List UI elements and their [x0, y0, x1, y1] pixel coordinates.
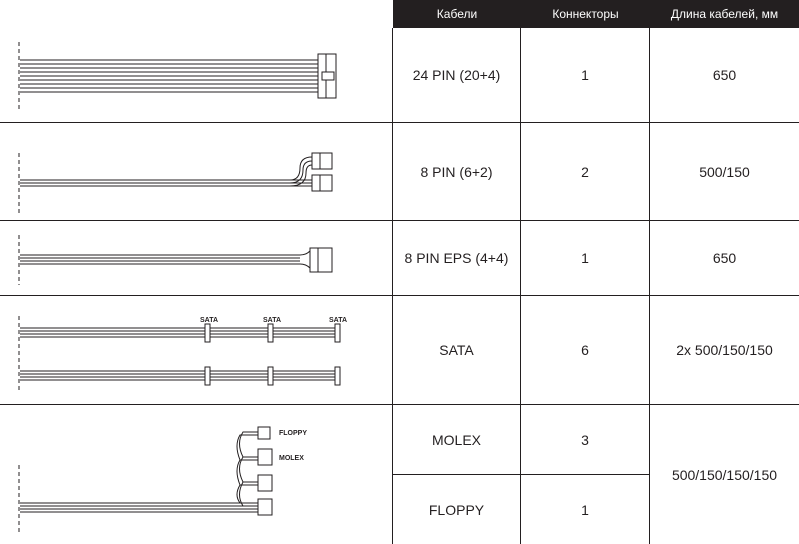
- sata-label-2: SATA: [263, 317, 282, 324]
- header-cables: Кабели: [393, 0, 521, 28]
- connectors-8pin: 2: [521, 123, 650, 221]
- header-connectors: Коннекторы: [521, 0, 650, 28]
- length-sata: 2x 500/150/150: [650, 296, 799, 405]
- connectors-floppy: 1: [521, 475, 650, 544]
- cable-name-24pin: 24 PIN (20+4): [393, 28, 521, 123]
- cable-24pin-drawing: [0, 28, 393, 123]
- header-blank: [0, 0, 393, 28]
- cable-image-8pin: [0, 123, 393, 221]
- length-molex-floppy: 500/150/150/150: [671, 466, 778, 483]
- connectors-sata: 6: [521, 296, 650, 405]
- cable-image-24pin: [0, 28, 393, 123]
- cable-image-8pin-eps: [0, 221, 393, 296]
- connectors-24pin: 1: [521, 28, 650, 123]
- cable-name-sata: SATA: [393, 296, 521, 405]
- length-8pin: 500/150: [650, 123, 799, 221]
- molex-label: MOLEX: [279, 455, 304, 462]
- sata-label-3: SATA: [329, 317, 348, 324]
- cable-image-molex-floppy: [0, 405, 393, 544]
- header-length: Длина кабелей, мм: [650, 0, 799, 28]
- cable-8pin-drawing: [0, 123, 393, 221]
- cable-molex-floppy-drawing: [0, 405, 393, 544]
- sata-label-1: SATA: [200, 317, 219, 324]
- cable-name-floppy: FLOPPY: [393, 475, 521, 544]
- length-8pin-eps: 650: [650, 221, 799, 296]
- cable-name-8pin: 8 PIN (6+2): [393, 123, 521, 221]
- cable-name-8pin-eps: 8 PIN EPS (4+4): [393, 221, 521, 296]
- connectors-8pin-eps: 1: [521, 221, 650, 296]
- cable-image-sata: [0, 296, 393, 405]
- connectors-molex: 3: [521, 405, 650, 475]
- cable-8pin-eps-drawing: [0, 221, 393, 296]
- length-24pin: 650: [650, 28, 799, 123]
- cable-sata-drawing: [0, 296, 393, 405]
- cable-name-molex: MOLEX: [393, 405, 521, 475]
- floppy-label: FLOPPY: [279, 430, 308, 437]
